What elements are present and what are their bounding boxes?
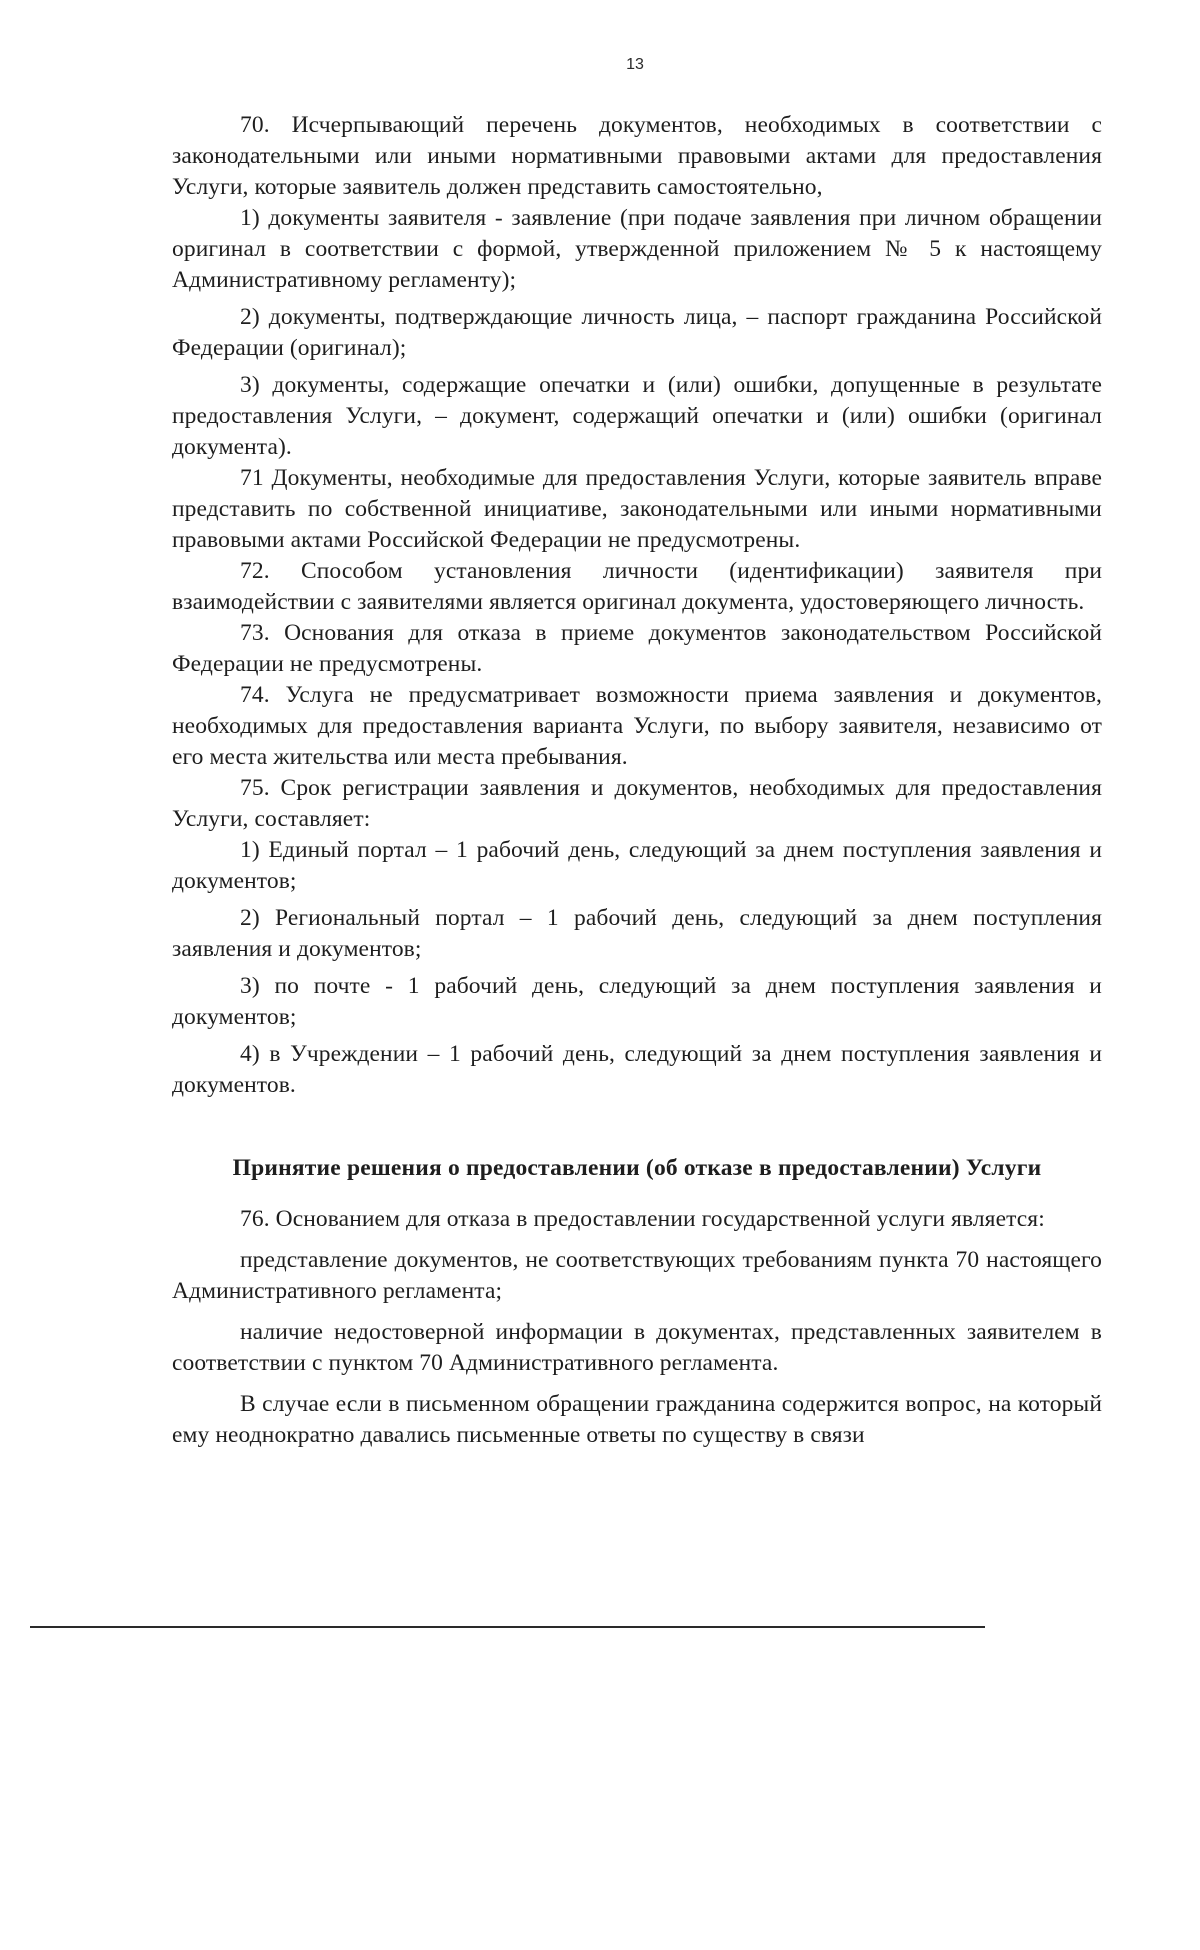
- paragraph-76: 76. Основанием для отказа в предоставлении государственной услуги является:: [240, 1206, 1045, 1232]
- paragraph-71: 71 Документы, необходимые для предоставления Услуги, которые заявитель вправе представить по собственной инициативе, законодательными или иными нормативными правовыми актами Российской Федерации не предусмотрены.: [172, 465, 1102, 553]
- paragraph-76-continuation: В случае если в письменном обращении гражданина содержится вопрос, на который ему неоднократно давались письменные ответы по существу в связи: [172, 1391, 1102, 1448]
- footnote-divider: [30, 1626, 985, 1628]
- paragraph-75-item-4: 4) в Учреждении – 1 рабочий день, следующий за днем поступления заявления и документов.: [172, 1041, 1102, 1098]
- paragraph-72: 72. Способом установления личности (идентификации) заявителя при взаимодействии с заявителями является оригинал документа, удостоверяющего личность.: [172, 558, 1102, 615]
- section-heading: Принятие решения о предоставлении (об отказе в предоставлении) Услуги: [232, 1155, 1042, 1181]
- document-body: [172, 110, 1102, 1451]
- paragraph-74: 74. Услуга не предусматривает возможности приема заявления и документов, необходимых для предоставления варианта Услуги, по выбору заявителя, независимо от его места жительства или места пребывания.: [172, 682, 1102, 770]
- paragraph-75-item-2: 2) Региональный портал – 1 рабочий день, следующий за днем поступления заявления и документов;: [172, 905, 1102, 962]
- paragraph-76-item-2: наличие недостоверной информации в документах, представленных заявителем в соответствии с пунктом 70 Административного регламента.: [172, 1319, 1102, 1376]
- paragraph-70-item-3: 3) документы, содержащие опечатки и (или) ошибки, допущенные в результате предоставления Услуги, – документ, содержащий опечатки и (или) ошибки (оригинал документа).: [172, 372, 1102, 460]
- paragraph-70-item-1: 1) документы заявителя - заявление (при подаче заявления при личном обращении оригинал в соответствии с формой, утвержденной приложением № 5 к настоящему Административному регламенту);: [172, 205, 1102, 293]
- paragraph-70: 70. Исчерпывающий перечень документов, необходимых в соответствии с законодательными или иными нормативными правовыми актами для предоставления Услуги, которые заявитель должен представить самостоятельно,: [172, 112, 1102, 200]
- paragraph-75-item-3: 3) по почте - 1 рабочий день, следующий за днем поступления заявления и документов;: [172, 973, 1102, 1030]
- paragraph-75: 75. Срок регистрации заявления и документов, необходимых для предоставления Услуги, составляет:: [172, 775, 1102, 832]
- page-number: 13: [626, 56, 644, 73]
- paragraph-70-item-2: 2) документы, подтверждающие личность лица, – паспорт гражданина Российской Федерации (оригинал);: [172, 304, 1102, 361]
- paragraph-75-item-1: 1) Единый портал – 1 рабочий день, следующий за днем поступления заявления и документов;: [172, 837, 1102, 894]
- paragraph-73: 73. Основания для отказа в приеме документов законодательством Российской Федерации не предусмотрены.: [172, 620, 1102, 677]
- paragraph-76-item-1: представление документов, не соответствующих требованиям пункта 70 настоящего Административного регламента;: [172, 1247, 1102, 1304]
